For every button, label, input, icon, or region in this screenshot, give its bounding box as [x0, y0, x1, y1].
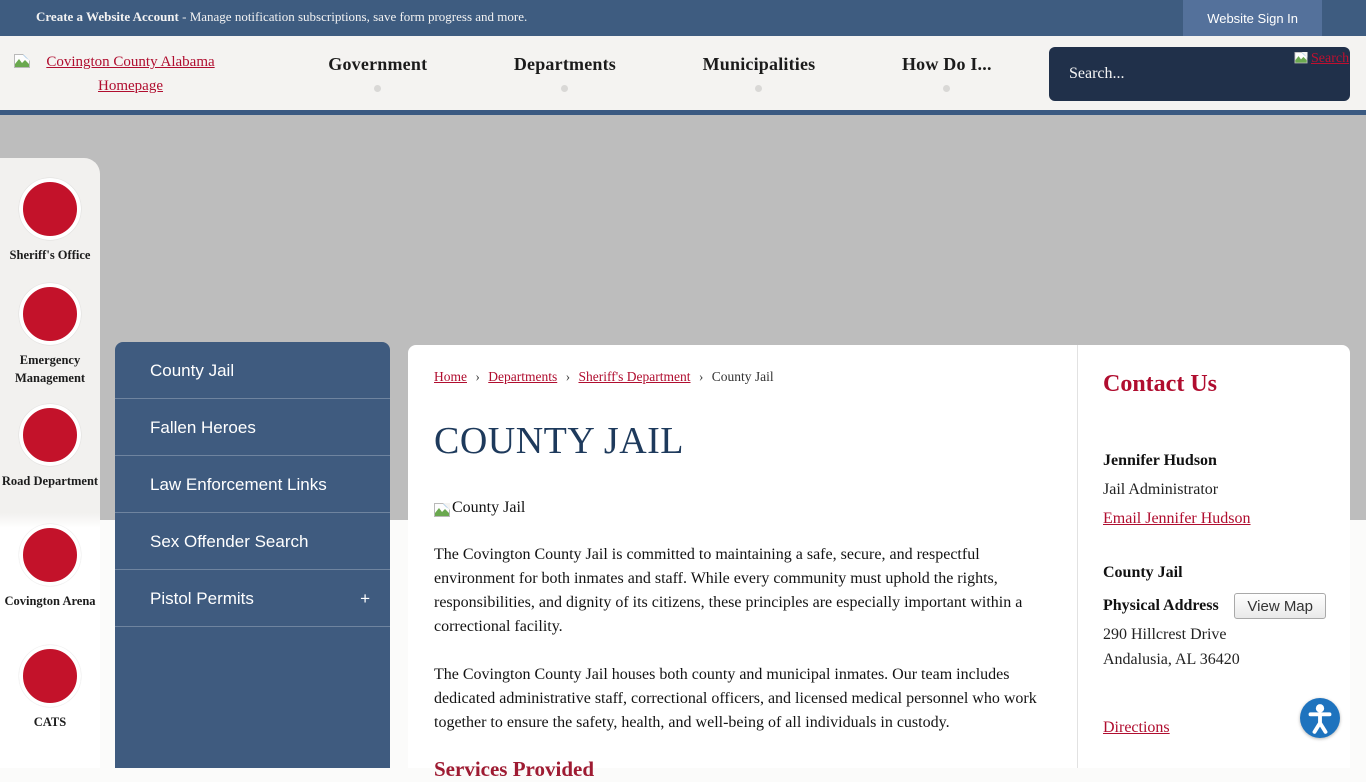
quicklink-emergency-management[interactable]: Emergency Management — [0, 283, 100, 387]
account-message — [36, 9, 527, 25]
contact-role: Jail Administrator — [1103, 481, 1219, 498]
sectionnav-pistol-permits[interactable]: Pistol Permits + — [115, 570, 390, 627]
breadcrumb-departments[interactable]: Departments — [488, 369, 558, 384]
page-content — [408, 345, 1077, 782]
breadcrumb-separator: › — [475, 369, 480, 384]
breadcrumb-current: County Jail — [711, 369, 774, 384]
broken-search-icon — [1293, 52, 1309, 65]
view-map-button[interactable]: View Map — [1234, 593, 1326, 619]
contact-us-heading: Contact Us — [1103, 371, 1217, 397]
site-header — [0, 36, 1366, 110]
site-logo[interactable] — [14, 50, 264, 98]
broken-image-icon — [434, 503, 450, 519]
nav-indicator-dot — [374, 85, 381, 92]
page-title: COUNTY JAIL — [434, 420, 685, 462]
homepage-link[interactable]: Covington County Alabama Homepage — [46, 54, 215, 94]
main-content-card — [408, 345, 1350, 781]
services-provided-heading: Services Provided — [434, 757, 595, 781]
physical-address-label: Physical Address — [1103, 597, 1219, 614]
quicklink-covington-arena[interactable]: Covington Arena — [0, 524, 100, 610]
sectionnav-county-jail[interactable]: County Jail — [115, 342, 390, 399]
cats-icon — [19, 645, 81, 707]
contact-name: Jennifer Hudson — [1103, 452, 1217, 469]
emergency-management-icon — [19, 283, 81, 345]
county-jail-image — [434, 499, 1047, 519]
nav-how-do-i[interactable]: How Do I... — [902, 54, 992, 92]
breadcrumb-separator: › — [698, 369, 704, 384]
nav-municipalities[interactable]: Municipalities — [703, 54, 816, 92]
nav-departments[interactable]: Departments — [514, 54, 616, 92]
intro-paragraph: The Covington County Jail is committed to maintaining a safe, secure, and respectful environment for both inmates and staff. While every community must uphold the rights, responsibilities, and dignity of its citizens, these principles are especially important within a correctional facility. — [434, 546, 1023, 635]
quicklink-cats[interactable]: CATS — [0, 645, 100, 731]
top-bar — [0, 0, 1366, 36]
website-sign-in-button[interactable]: Website Sign In — [1183, 0, 1322, 36]
breadcrumb-home[interactable]: Home — [434, 369, 467, 384]
quicklink-road-department[interactable]: Road Department — [0, 404, 100, 490]
accessibility-person-icon — [1300, 698, 1340, 738]
covington-arena-icon — [19, 524, 81, 586]
address-line-1: 290 Hillcrest Drive — [1103, 626, 1227, 643]
nav-government[interactable]: Government — [328, 54, 427, 92]
address-line-2: Andalusia, AL 36420 — [1103, 651, 1240, 668]
sectionnav-fallen-heroes[interactable]: Fallen Heroes — [115, 399, 390, 456]
section-navigation — [115, 342, 390, 768]
sectionnav-law-enforcement-links[interactable]: Law Enforcement Links — [115, 456, 390, 513]
road-department-icon — [19, 404, 81, 466]
broken-image-icon — [14, 54, 30, 70]
nav-indicator-dot — [943, 85, 950, 92]
account-tagline: - Manage notification subscriptions, save form progress and more. — [178, 9, 528, 24]
breadcrumb — [434, 369, 1047, 385]
nav-indicator-dot — [561, 85, 568, 92]
email-contact-link[interactable]: Email Jennifer Hudson — [1103, 510, 1251, 527]
quicklink-sheriffs-office[interactable]: Sheriff's Office — [0, 178, 100, 264]
directions-link[interactable]: Directions — [1103, 719, 1170, 736]
breadcrumb-separator: › — [565, 369, 571, 384]
second-paragraph: The Covington County Jail houses both county and municipal inmates. Our team includes dedicated administrative staff, correctional officers, and licensed medical personnel who work together to ensure the safety, health, and well-being of all individuals in custody. — [434, 666, 1037, 731]
search-button[interactable]: Search — [1293, 51, 1349, 67]
quicklinks-sidebar — [0, 158, 100, 768]
sheriffs-office-icon — [19, 178, 81, 240]
nav-indicator-dot — [755, 85, 762, 92]
main-navigation — [285, 36, 1035, 110]
accessibility-widget-button[interactable] — [1300, 698, 1340, 738]
create-account-link[interactable]: Create a Website Account — [36, 9, 179, 24]
image-alt-text: County Jail — [452, 499, 526, 516]
breadcrumb-sheriffs-department[interactable]: Sheriff's Department — [578, 369, 691, 384]
physical-address-row — [1103, 593, 1330, 619]
location-name: County Jail — [1103, 564, 1183, 581]
sectionnav-sex-offender-search[interactable]: Sex Offender Search — [115, 513, 390, 570]
expand-plus-icon[interactable]: + — [360, 589, 370, 608]
